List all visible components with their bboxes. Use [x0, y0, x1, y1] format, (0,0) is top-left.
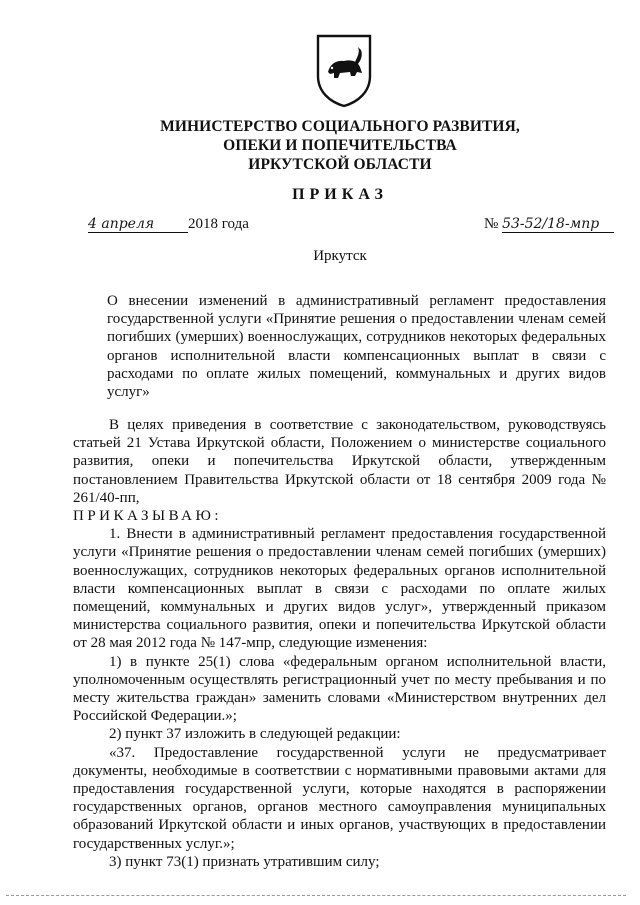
prikazyvayu-heading: ПРИКАЗЫВАЮ: [73, 508, 223, 525]
number-prefix: № [484, 216, 499, 232]
page-bottom-divider [6, 895, 626, 896]
city-name: Иркутск [313, 248, 367, 264]
order-date [88, 216, 249, 233]
preamble-paragraph: В целях приведения в соответствие с законодательством, руководствуясь статьей 21 Устава Иркутской области, Положением о министерстве социального развития, опеки и попечительства Иркутской области, утвержденным постановлением Правительства Иркутской области от 18 сентября 2009 года № 261/40-пп, [73, 417, 606, 506]
subitem-1-paragraph: 1) в пункте 25(1) слова «федеральным органом исполнительной власти, уполномоченным осуществлять регистрационный учет по месту пребывания и по месту жительства граждан» заменить словами «Министерством внутренних дел Российской Федерации.»; [73, 653, 606, 725]
ministry-line-2: ОПЕКИ И ПОПЕЧИТЕЛЬСТВА [223, 137, 457, 154]
order-body [73, 416, 606, 871]
irkutsk-coat-of-arms-icon [314, 32, 374, 108]
order-subject: О внесении изменений в административный регламент предоставления государственной услуги «Принятие решения о предоставлении членам семей погибших (умерших) военнослужащих, сотрудников некоторых федеральных органов исполнительной власти компенсационных выплат в связи с расходами по оплате жилых помещений, коммунальных и других видов услуг» [107, 293, 606, 401]
order-number [484, 216, 614, 233]
handwritten-number: 53-52/18-мпр [502, 216, 614, 233]
handwritten-date: 4 апреля [88, 216, 188, 233]
date-year: 2018 года [188, 216, 249, 232]
item-1-paragraph: 1. Внести в административный регламент предоставления государственной услуги «Принятие решения о предоставлении членам семей погибших (умерших) военнослужащих, сотрудников некоторых федеральных органов исполнительной власти компенсационных выплат в связи с расходами по оплате жилых помещений, коммунальных и других видов услуг», утвержденный приказом министерства социального развития, опеки и попечительства Иркутской области от 28 мая 2012 года № 147-мпр, следующие изменения: [73, 526, 606, 652]
ministry-line-3: ИРКУТСКОЙ ОБЛАСТИ [248, 156, 432, 173]
subitem-3-paragraph: 3) пункт 73(1) признать утратившим силу; [109, 853, 380, 870]
subitem-2-paragraph: 2) пункт 37 изложить в следующей редакции: [109, 726, 401, 743]
ministry-line-1: МИНИСТЕРСТВО СОЦИАЛЬНОГО РАЗВИТИЯ, [160, 118, 520, 135]
order-title: ПРИКАЗ [292, 186, 388, 203]
quote-37-paragraph: «37. Предоставление государственной услуги не предусматривает документы, необходимые в соответствии с нормативными правовыми актами для предоставления государственной услуги, которые находятся в распоряжении государственных органов, органов местного самоуправления муниципальных образований Иркутской области и иных органов, участвующих в предоставлении государственных услуг.»; [73, 744, 606, 852]
ministry-name [0, 117, 640, 174]
